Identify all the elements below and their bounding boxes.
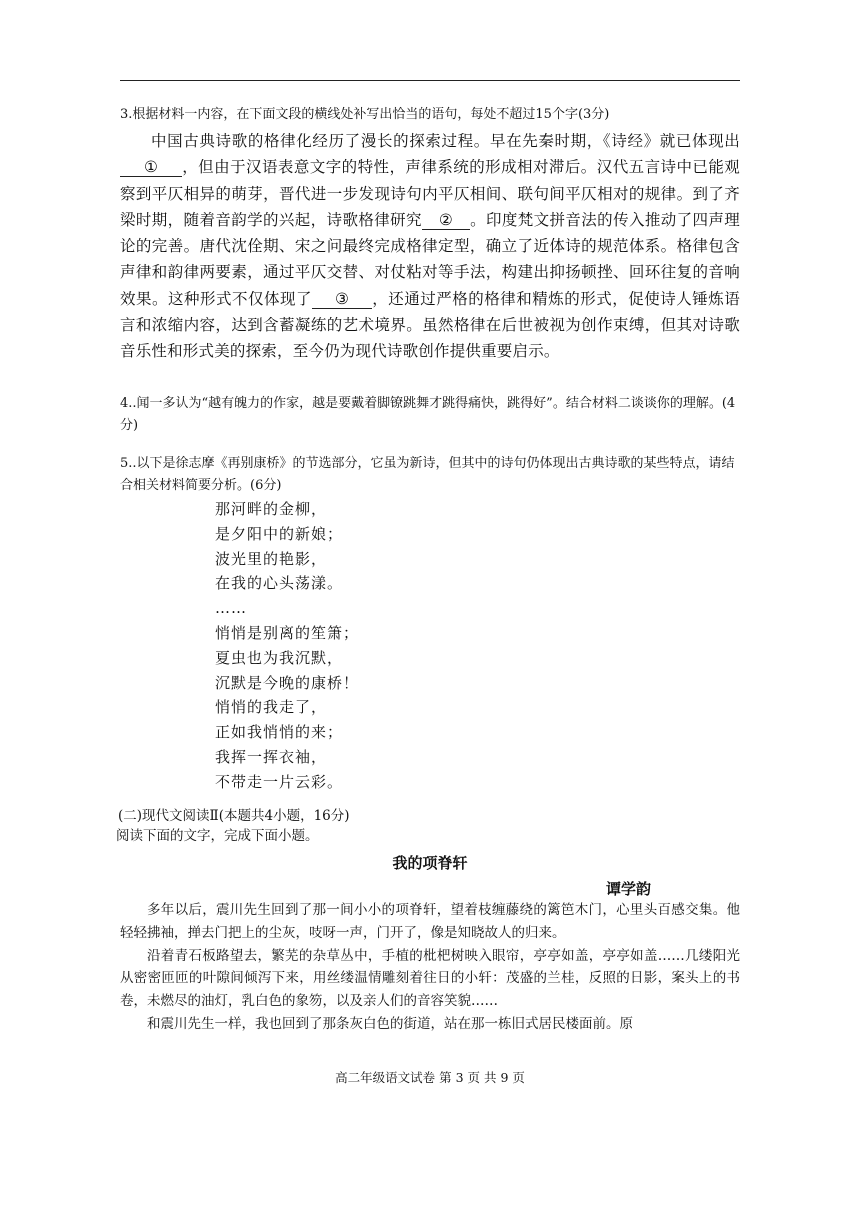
poem-excerpt <box>215 497 359 795</box>
article-paragraph: 和震川先生一样，我也回到了那条灰白色的街道，站在那一栋旧式居民楼面前。原 <box>147 1015 633 1032</box>
question-5-prompt: 5..以下是徐志摩《再别康桥》的节选部分，它虽为新诗，但其中的诗句仍体现出古典诗歌的某些特点，请结合相关材料简要分析。(6分) <box>120 456 735 493</box>
article-paragraph: 沿着青石板路望去，繁芜的杂草丛中，手植的枇杷树映入眼帘，亭亭如盖，亭亭如盖……几缕阳光从密密匝匝的叶隙间倾泻下来，用丝缕温情雕刻着往日的小轩：茂盛的兰桂，反照的日影，案头上的书卷，未燃尽的油灯，乳白色的象笏，以及亲人们的音容笑貌…… <box>120 947 740 1010</box>
header-rule <box>120 80 740 81</box>
poem-line: 悄悄的我走了， <box>215 698 328 717</box>
question-5 <box>120 453 740 497</box>
passage-text-2: ，但由于汉语表意文字的特性，声律系统的形成相对滞后。汉代五言诗中已能观察到平仄相异的萌芽，晋代进一步发现诗句内平仄相间、联句间平仄相对的规律。到了齐梁时期，随着音韵学的兴起，诗歌格律研究 <box>120 158 740 229</box>
section-instruction: 阅读下面的文字，完成下面小题。 <box>116 828 319 844</box>
poem-line: 那河畔的金柳， <box>215 500 328 518</box>
passage-text-1: 中国古典诗歌的格律化经历了漫长的探索过程。早在先秦时期，《诗经》就已体现出 <box>151 132 740 150</box>
passage-text-3: 。印度梵文拼音法的传入推动了四声理论的完善。唐代沈佺期、宋之问最终完成格律定型，确立了近体诗的规范体系。格律包含声律和韵律两要素，通过平仄交替、对仗粘对等手法，构建出抑扬顿挫、回环往复的音响效果。这种形式不仅体现了 <box>120 210 740 308</box>
question-4-prompt: 4..闻一多认为“越有魄力的作家，越是要戴着脚镣跳舞才跳得痛快，跳得好”。结合材料二谈谈你的理解。(4分) <box>120 396 736 433</box>
section-header <box>118 806 738 846</box>
page-footer: 高二年级语文试卷 第 3 页 共 9 页 <box>335 1070 525 1085</box>
poem-line: 悄悄是别离的笙箫； <box>215 623 360 642</box>
section-heading: (二)现代文阅读Ⅱ(本题共4小题，16分) <box>118 808 350 824</box>
poem-line: 在我的心头荡漾。 <box>215 574 344 593</box>
blank-1: ① <box>120 158 182 177</box>
article-title: 我的项脊轩 <box>392 854 468 872</box>
poem-line: …… <box>215 599 247 618</box>
question-3 <box>120 104 740 365</box>
poem-line: 夏虫也为我沉默， <box>215 648 344 667</box>
poem-line: 是夕阳中的新娘； <box>215 524 344 543</box>
blank-2: ② <box>422 211 470 230</box>
poem-line: 不带走一片云彩。 <box>215 772 344 791</box>
question-4 <box>120 393 740 437</box>
article-body <box>120 899 740 1036</box>
question-3-prompt: 3.根据材料一内容，在下面文段的横线处补写出恰当的语句，每处不超过15个字(3分) <box>120 107 610 122</box>
article-author: 谭学韵 <box>606 880 652 898</box>
poem-line: 波光里的艳影， <box>215 549 328 568</box>
question-3-passage <box>120 128 740 365</box>
blank-3: ③ <box>312 290 372 309</box>
passage-text-4: ，还通过严格的格律和精炼的形式，促使诗人锤炼语言和浓缩内容，达到含蓄凝练的艺术境界。虽然格律在后世被视为创作束缚，但其对诗歌音乐性和形式美的探索，至今仍为现代诗歌创作提供重要启示。 <box>120 289 740 361</box>
article-paragraph: 多年以后，震川先生回到了那一间小小的项脊轩，望着枝缠藤绕的篱笆木门，心里头百感交集。他轻轻拂袖，掸去门把上的尘灰，吱呀一声，门开了，像是知晓故人的归来。 <box>120 902 740 941</box>
poem-line: 正如我悄悄的来； <box>215 723 344 742</box>
poem-line: 沉默是今晚的康桥！ <box>215 673 360 692</box>
poem-line: 我挥一挥衣袖， <box>215 747 328 766</box>
